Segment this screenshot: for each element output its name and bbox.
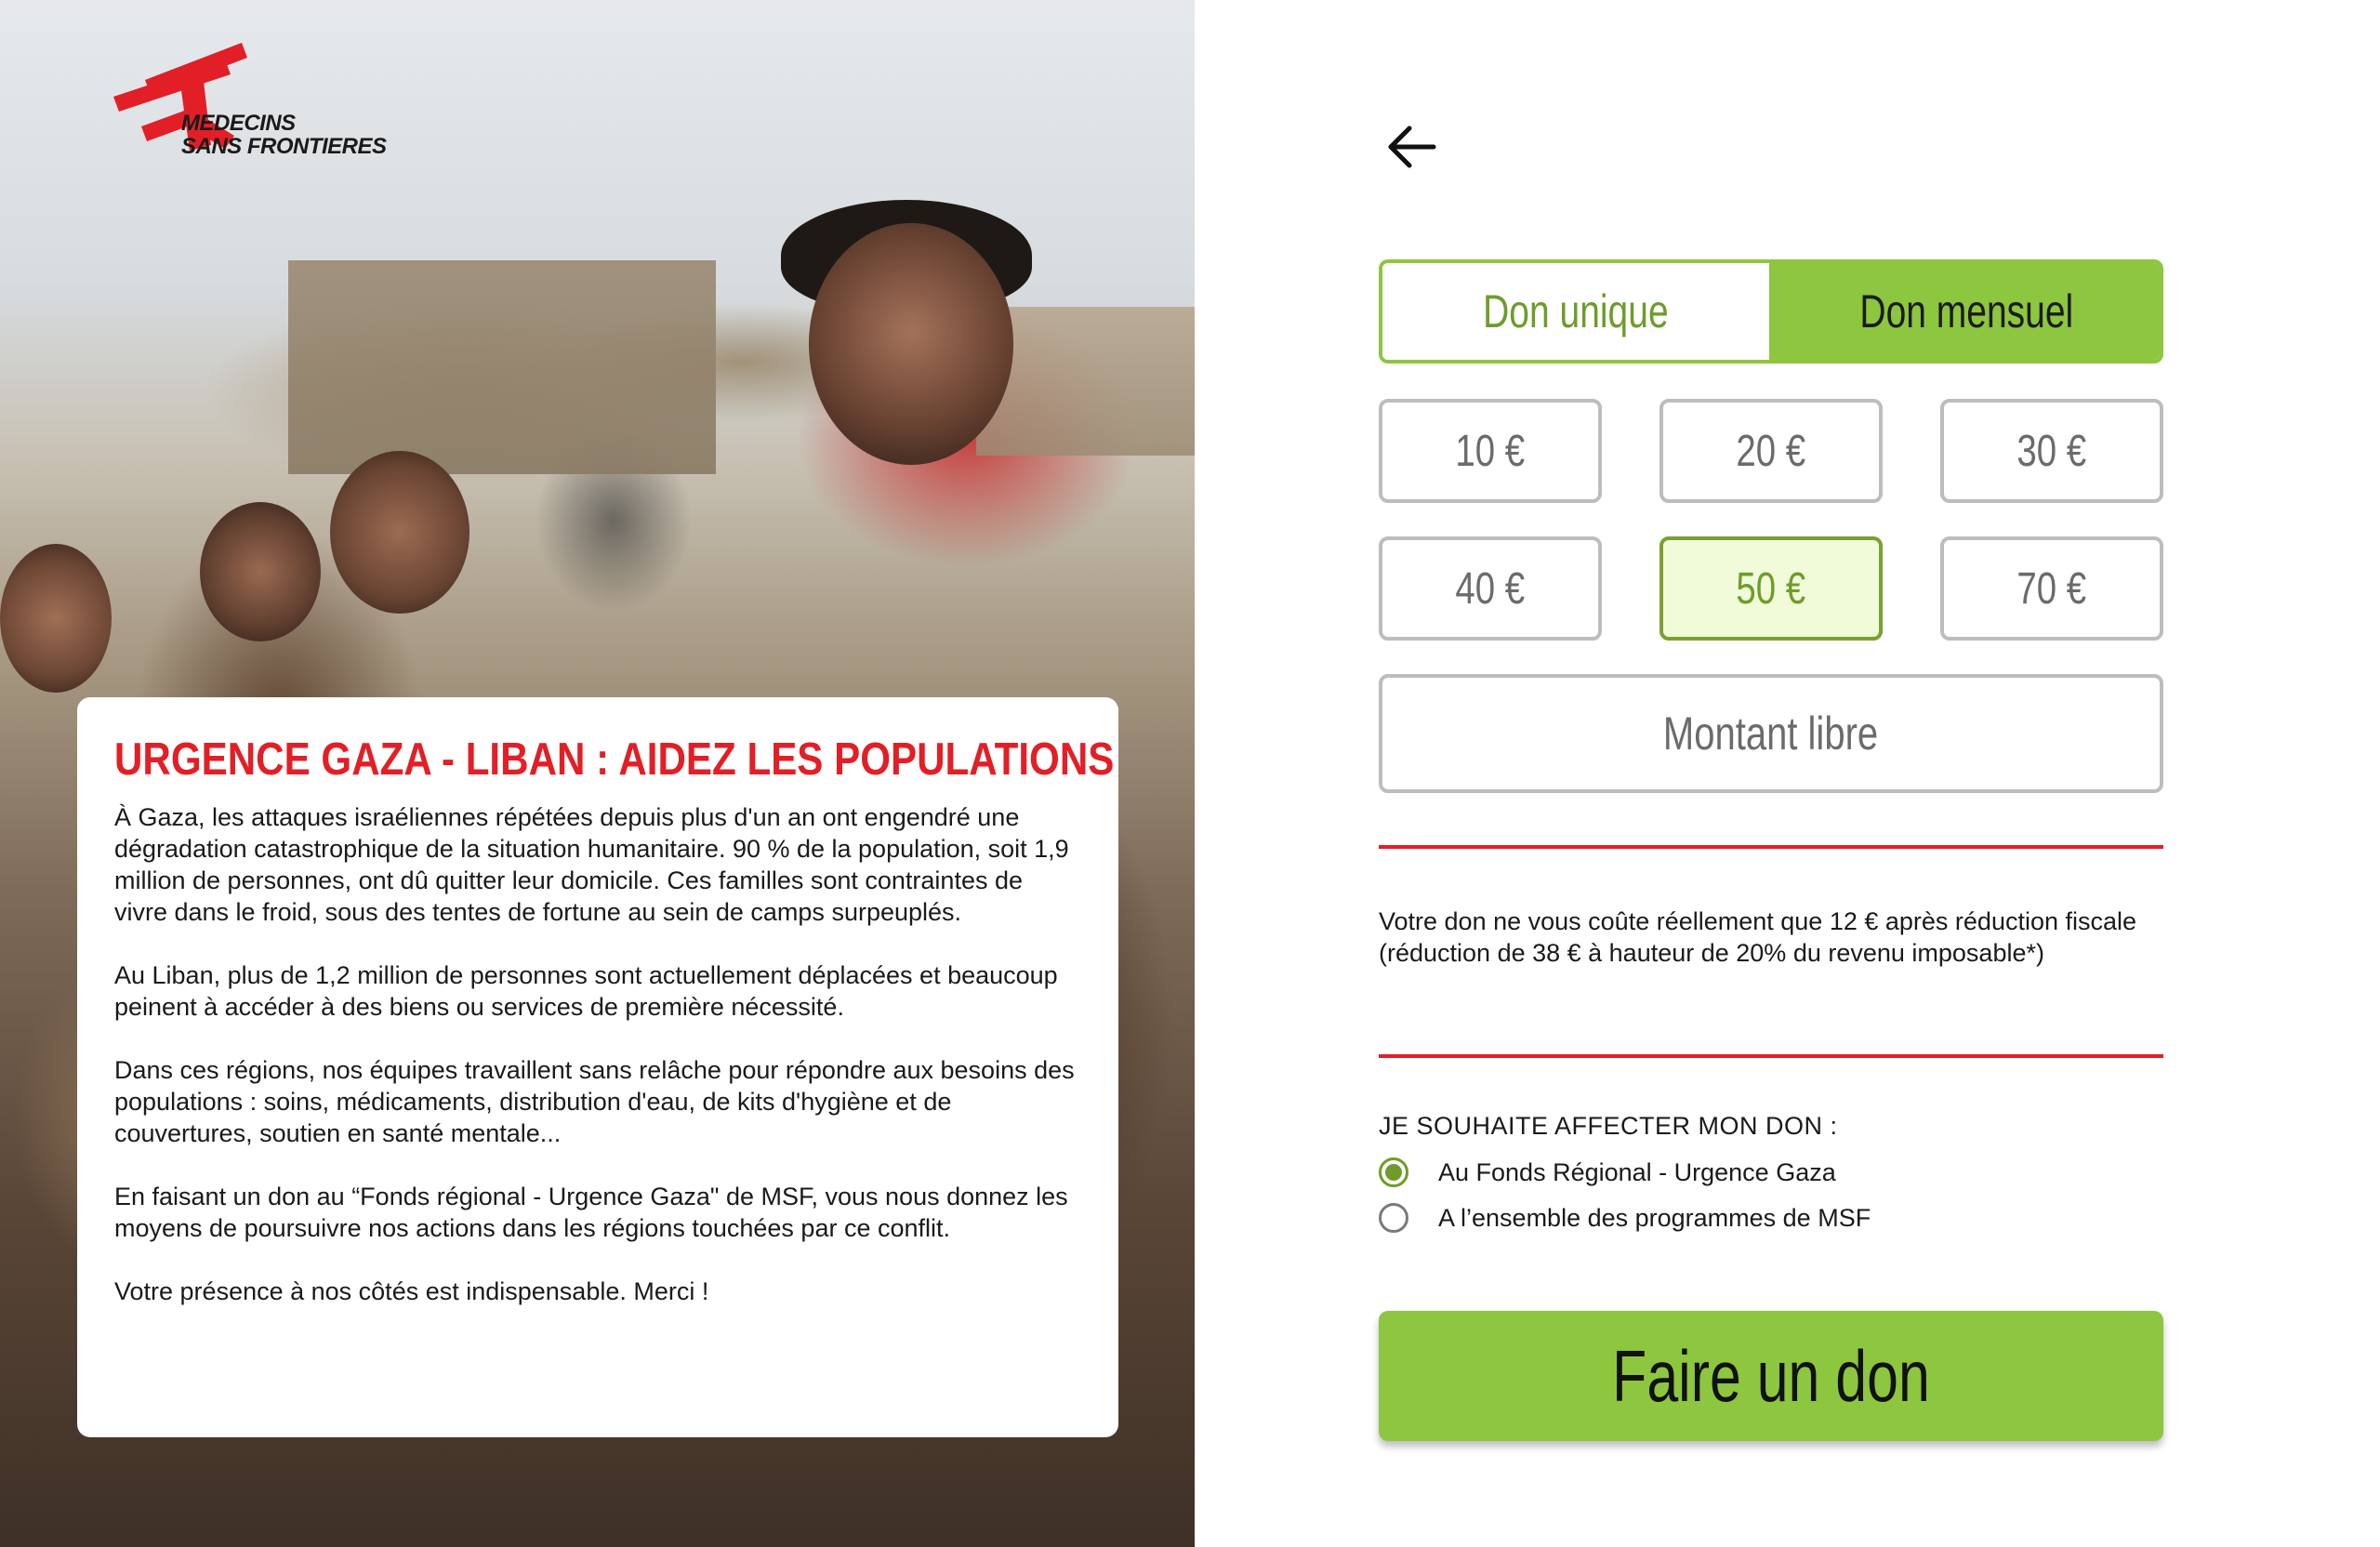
allocation-option-all-programs[interactable] <box>1379 1203 1871 1233</box>
amount-button-10[interactable] <box>1379 399 1602 503</box>
divider <box>1379 1054 2163 1058</box>
amount-button-20[interactable] <box>1659 399 1883 503</box>
back-button[interactable] <box>1383 119 1448 175</box>
free-amount-placeholder: Montant libre <box>1663 707 1879 760</box>
allocation-option-gaza[interactable] <box>1379 1157 1836 1187</box>
tax-reduction-note: Votre don ne vous coûte réellement que 12 € après réduction fiscale (réduction de 38 € à hauteur de 20% du revenu imposable*) <box>1379 907 2137 967</box>
photo-child <box>330 451 469 614</box>
divider <box>1379 845 2163 849</box>
frequency-toggle <box>1379 259 2163 364</box>
campaign-paragraph: À Gaza, les attaques israéliennes répétées depuis plus d'un an ont engendré une dégradation catastrophique de la situation humanitaire. 90 % de la population, soit 1,9 million de personnes, ont dû quitter leur domicile. Ces familles sont contraintes de vivre dans le froid, sous des tentes de fortune au sein de camps surpeuplés. <box>114 803 1069 926</box>
campaign-paragraph: Au Liban, plus de 1,2 million de personnes sont actuellement déplacées et beaucoup peinent à accéder à des biens ou services de première nécessité. <box>114 961 1058 1021</box>
amount-label: 40 € <box>1455 563 1526 614</box>
arrow-left-icon <box>1383 124 1439 170</box>
campaign-paragraph: Dans ces régions, nos équipes travaillent sans relâche pour répondre aux besoins des populations : soins, médicaments, distribution d'eau, de kits d'hygiène et de couvertures, soutien en santé mentale... <box>114 1056 1075 1147</box>
radio-unchecked-icon[interactable] <box>1379 1203 1408 1233</box>
logo-line2: SANS FRONTIERES <box>181 134 387 159</box>
amount-button-30[interactable] <box>1940 399 2163 503</box>
one-time-donation-button[interactable] <box>1382 263 1773 360</box>
radio-checked-icon[interactable] <box>1379 1157 1408 1187</box>
amount-label: 70 € <box>2016 563 2087 614</box>
amount-label: 10 € <box>1455 426 1526 476</box>
allocation-option-label: A l’ensemble des programmes de MSF <box>1438 1203 1871 1232</box>
allocation-option-label: Au Fonds Régional - Urgence Gaza <box>1438 1157 1836 1186</box>
donate-button[interactable] <box>1379 1311 2163 1441</box>
monthly-donation-button[interactable] <box>1773 263 2160 360</box>
campaign-paragraph: Votre présence à nos côtés est indispensable. Merci ! <box>114 1277 709 1305</box>
logo-line1: MEDECINS <box>181 111 296 136</box>
monthly-donation-label: Don mensuel <box>1859 285 2073 337</box>
free-amount-input[interactable] <box>1379 674 2163 793</box>
one-time-donation-label: Don unique <box>1483 285 1669 337</box>
amount-label: 50 € <box>1736 563 1806 614</box>
allocation-title: JE SOUHAITE AFFECTER MON DON : <box>1379 1112 1838 1140</box>
donate-button-label: Faire un don <box>1612 1334 1930 1417</box>
amount-label: 30 € <box>2016 426 2087 476</box>
amount-button-50[interactable] <box>1659 536 1883 641</box>
msf-logo-wordmark <box>181 112 387 158</box>
campaign-info-card <box>77 697 1118 1437</box>
photo-child <box>200 502 321 641</box>
campaign-title: URGENCE GAZA - LIBAN : AIDEZ LES POPULATIONS <box>114 734 1115 785</box>
photo-building <box>288 260 716 474</box>
amount-button-40[interactable] <box>1379 536 1602 641</box>
amount-label: 20 € <box>1736 426 1806 476</box>
photo-child-main <box>809 223 1013 465</box>
campaign-paragraph: En faisant un don au “Fonds régional - Urgence Gaza" de MSF, vous nous donnez les moyens de poursuivre nos actions dans les régions touchées par ce conflit. <box>114 1183 1068 1242</box>
amount-button-70[interactable] <box>1940 536 2163 641</box>
photo-child <box>0 544 112 693</box>
